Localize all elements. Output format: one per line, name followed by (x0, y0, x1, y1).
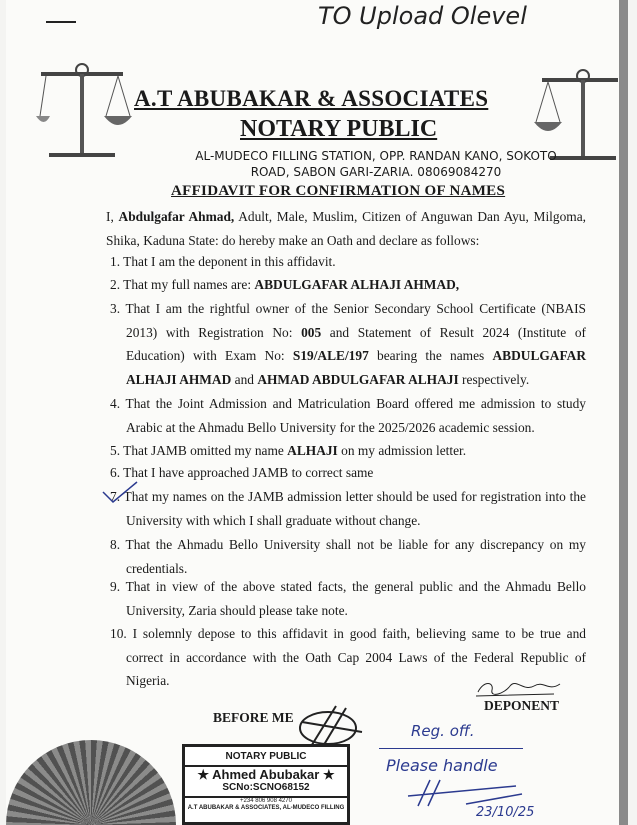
clause-2 (110, 273, 586, 297)
stamp-address: A.T ABUBAKAR & ASSOCIATES, AL-MUDECO FILLING (187, 804, 345, 811)
text-segment: 4. That the Joint Admission and Matriculation Board offered me admission to study Arabic at the Ahmadu Bello University for the 2025/2026 academic session. (110, 396, 586, 435)
text-segment: 8. That the Ahmadu Bello University shall not be liable for any discrepancy on my credentials. (110, 537, 586, 576)
checkmark-icon (101, 478, 141, 508)
clause-3 (110, 297, 586, 391)
address-line-1: AL-MUDECO FILLING STATION, OPP. RANDAN KANO, SOKOTO (195, 149, 557, 163)
affidavit-page (6, 0, 628, 825)
clause-5 (110, 439, 586, 463)
bold-text: ABDULGAFAR ALHAJI AHMAD, (254, 277, 460, 292)
clause-7 (110, 485, 586, 532)
bold-text: Abdulgafar Ahmad, (118, 209, 235, 224)
text-segment: 10. I solemnly depose to this affidavit in good faith, believing same to be true and correct in accordance with the Oath Cap 2004 Laws of the Federal Republic of Nigeria. (110, 626, 586, 688)
minute-divider (379, 748, 523, 749)
firm-subtitle: NOTARY PUBLIC (240, 116, 438, 142)
stamp-name-text: Ahmed Abubakar (212, 766, 320, 782)
bold-text: 005 (301, 324, 322, 340)
notary-stamp (182, 744, 350, 825)
before-me-label: BEFORE ME (213, 710, 294, 725)
text-segment: 9. That in view of the above stated facts, the general public and the Ahmadu Bello University, Zaria should please take note. (110, 579, 586, 618)
clause-1 (110, 250, 586, 274)
minute-signature (406, 778, 526, 808)
address-line-2: ROAD, SABON GARI-ZARIA. 08069084270 (250, 165, 502, 179)
text-segment: I, (106, 209, 119, 224)
text-segment: 1. That I am the deponent in this affidavit. (110, 254, 336, 269)
minute-line-1: Reg. off. (411, 722, 475, 740)
clause-6 (110, 461, 586, 485)
minute-date: 23/10/25 (476, 805, 535, 820)
stamp-phone: +234 806 908 4270 (185, 796, 347, 805)
clause-4 (110, 392, 586, 439)
pen-mark (46, 21, 76, 23)
document-title: AFFIDAVIT FOR CONFIRMATION OF NAMES (171, 183, 506, 199)
bold-text: S19/ALE/197 (292, 348, 369, 363)
notary-seal (6, 740, 176, 825)
clause-8 (110, 533, 586, 580)
stamp-scn: SCNo:SCNO68152 (222, 782, 310, 794)
text-segment: 2. That my full names are: (110, 277, 255, 292)
handwritten-note: TO Upload Olevel (318, 2, 527, 30)
text-segment: 6. That I have approached JAMB to correct same (110, 465, 374, 480)
firm-name: A.T ABUBAKAR & ASSOCIATES (134, 86, 489, 111)
bold-text: AHMAD ABDULGAFAR ALHAJI (257, 371, 459, 387)
bold-text: ABDULGAFAR ALHAJI AHMAD (126, 348, 586, 387)
clause-9 (110, 575, 586, 622)
text-segment: on my admission letter. (337, 443, 467, 458)
scales-of-justice-icon-left (36, 58, 136, 168)
text-segment: 5. That JAMB omitted my name (110, 443, 288, 458)
text-segment: 7. That my names on the JAMB admission letter should be used for registration into the University with which I shall graduate without change. (110, 489, 586, 528)
stamp-name: ★ Ahmed Abubakar ★ (185, 765, 347, 783)
text-segment: bearing the names (368, 348, 493, 363)
text-segment: respectively. (458, 371, 530, 387)
text-segment: and (231, 371, 258, 387)
intro-paragraph (106, 205, 586, 252)
stamp-header: NOTARY PUBLIC (225, 751, 307, 762)
deponent-label: DEPONENT (484, 698, 560, 713)
bold-text: ALHAJI (287, 443, 338, 458)
deponent-signature (474, 678, 564, 700)
scan-edge (619, 0, 628, 825)
text-segment: 3. That I am the rightful owner of the Senior Secondary School Certificate (NBAIS 2013) with Registration No: (110, 301, 586, 340)
text-segment: and Statement of Result 2024 (Institute of Education) with Exam No: (126, 324, 586, 363)
text-segment: Adult, Male, Muslim, Citizen of Anguwan Dan Ayu, Milgoma, Shika, Kaduna State: do hereby make an Oath and declare as follows: (106, 209, 587, 248)
minute-line-2: Please handle (386, 756, 498, 775)
